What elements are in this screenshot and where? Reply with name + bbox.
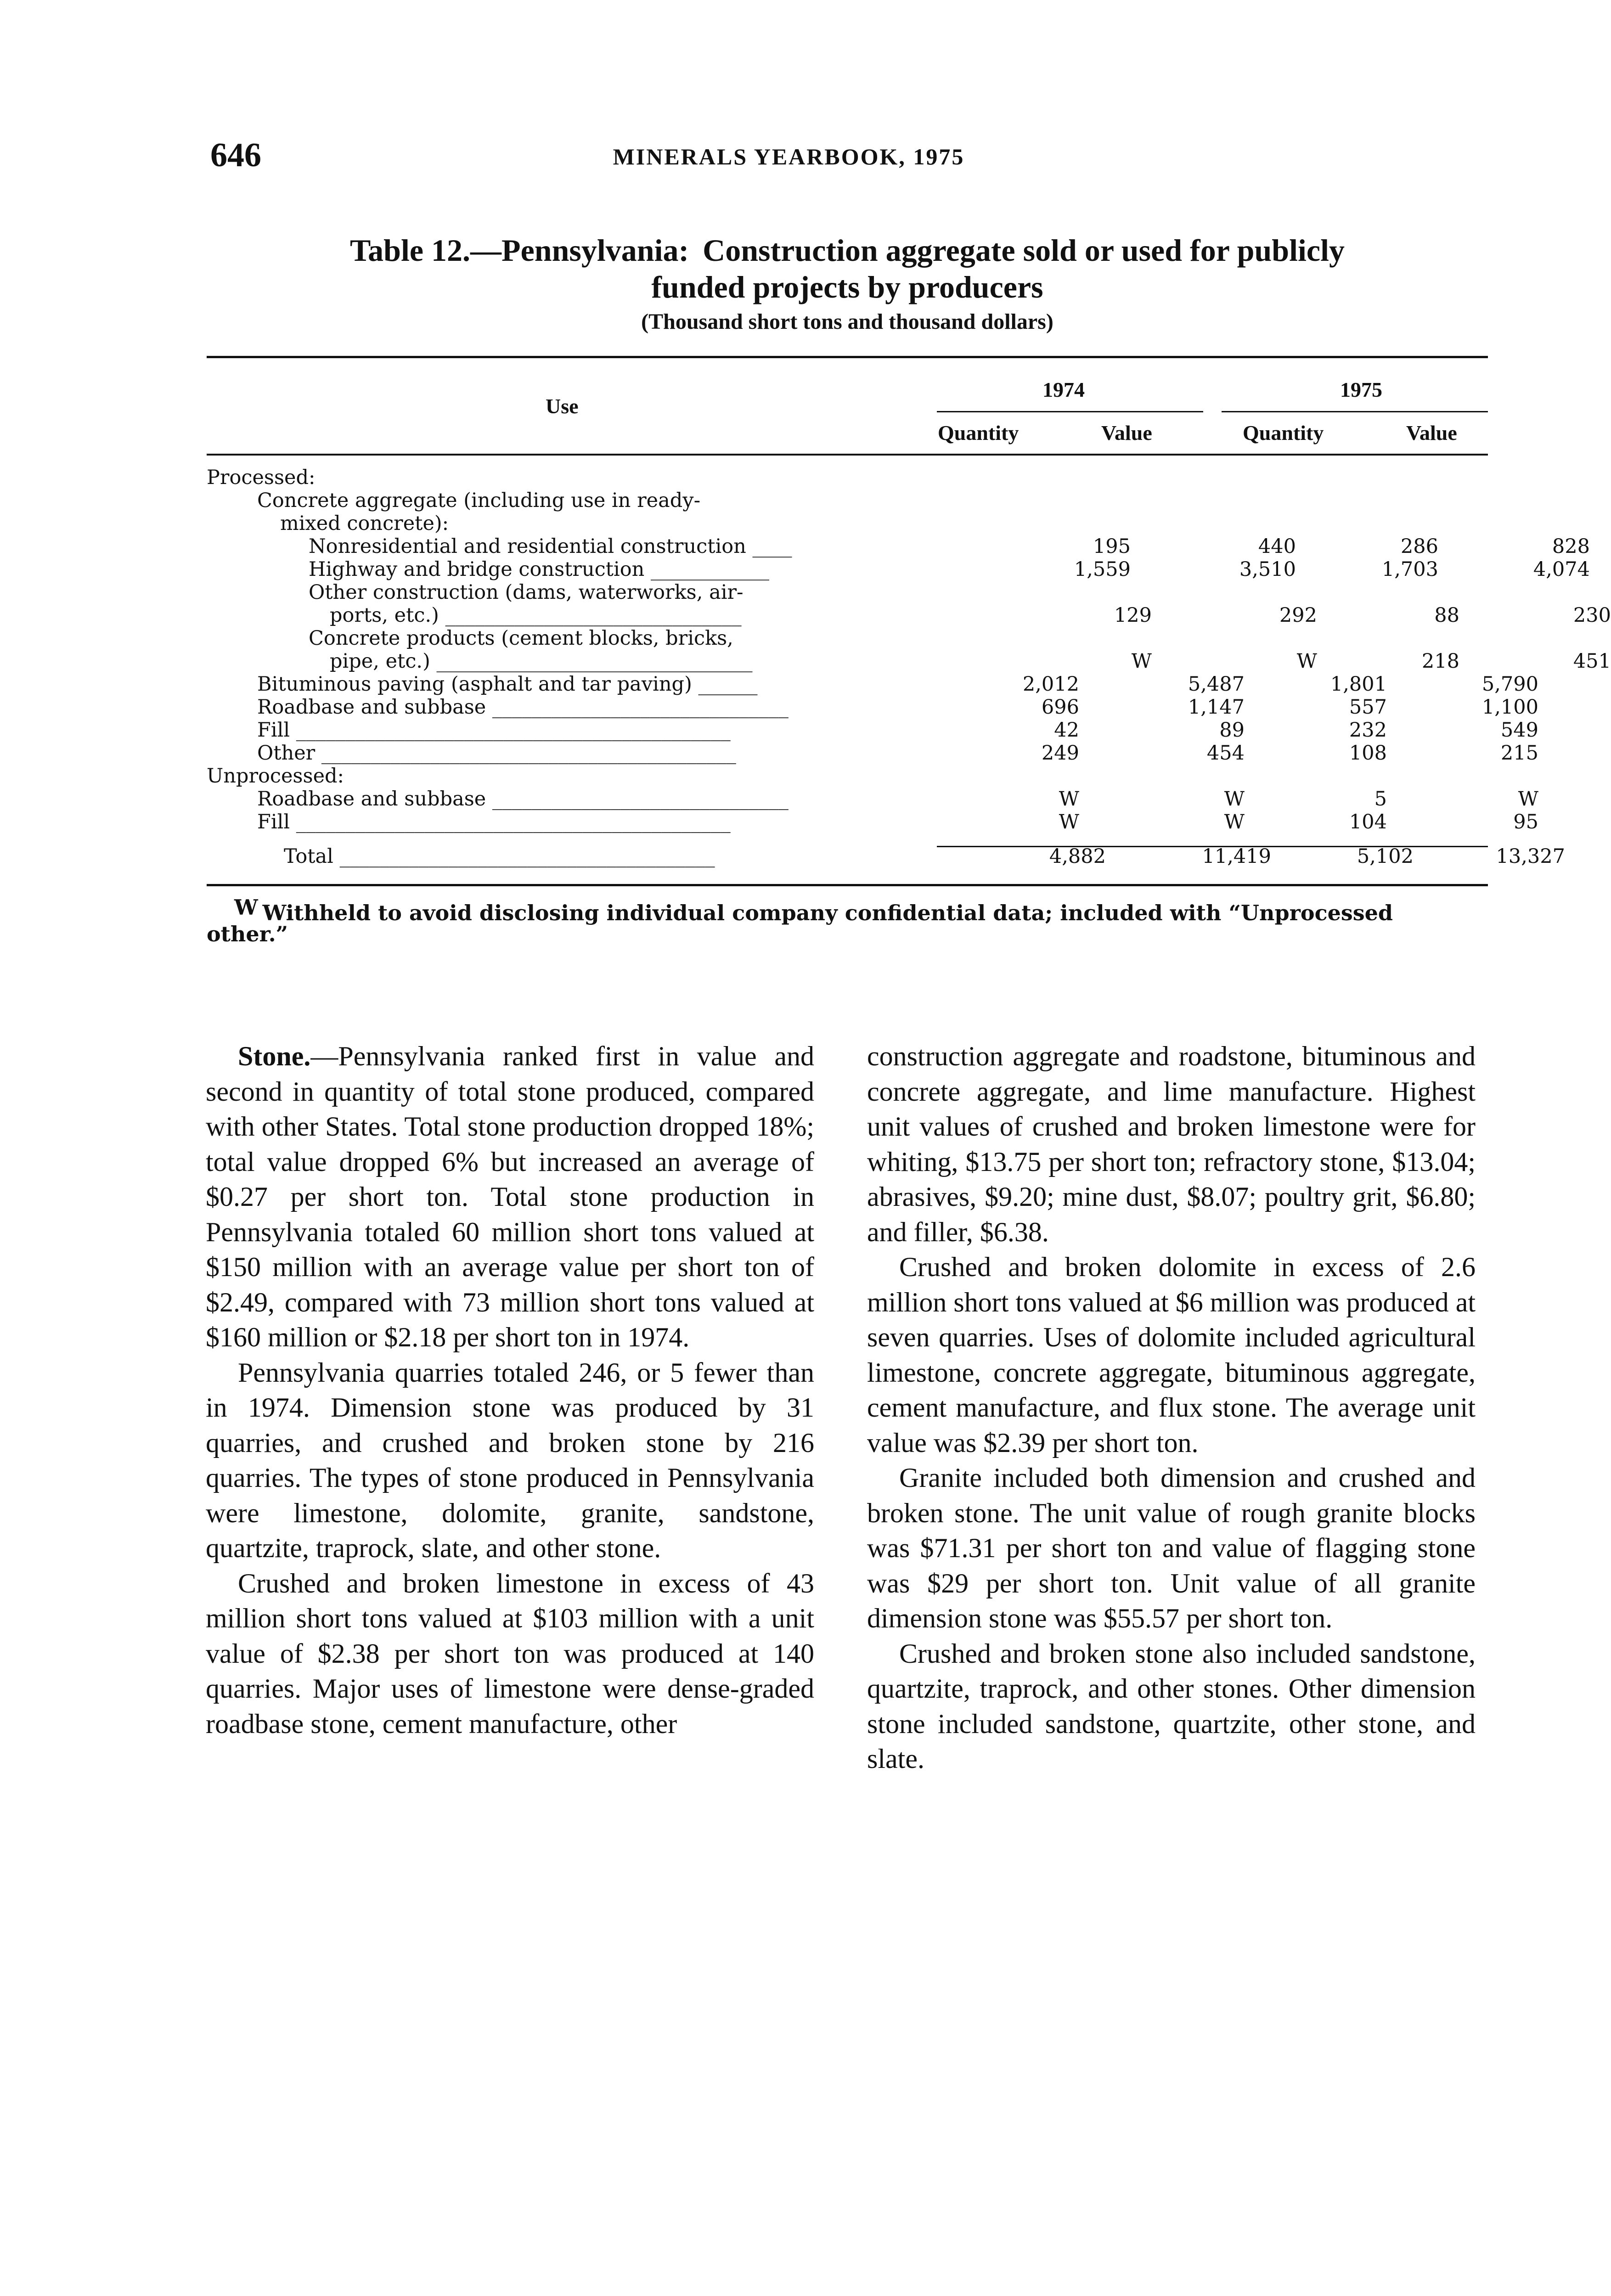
table-bottom-rule — [207, 884, 1488, 886]
cell-quantity-1974: 696 — [1041, 696, 1079, 719]
cell-quantity-1975: 104 — [1349, 810, 1387, 833]
table-row — [207, 765, 1488, 788]
row-label: Roadbase and subbase — [257, 696, 486, 719]
table-row — [207, 466, 1488, 489]
cell-value-1974: W — [1296, 650, 1317, 673]
cell-quantity-1975: 1,703 — [1381, 558, 1438, 581]
table-row: Other __________________________________________ 249 454 108 215 — [257, 742, 1538, 765]
table-row — [207, 489, 1488, 512]
table-title-line1: Construction aggregate sold or used for publicly — [703, 233, 1345, 268]
cell-value-1974: W — [1224, 810, 1245, 833]
paragraph: Crushed and broken stone also included sandstone, quartzite, traprock, and other stones. Other dimension stone included sandstone, quartzite, other stone, and slate. — [867, 1638, 1476, 1774]
section-heading-stone: Stone. — [238, 1041, 311, 1071]
cell-value-1975: 230 — [1573, 604, 1611, 627]
cell-value-1974: 292 — [1279, 604, 1317, 627]
table-title-label: Table 12.—Pennsylvania: — [350, 233, 689, 268]
running-head: MINERALS YEARBOOK, 1975 — [613, 144, 965, 169]
table-body — [207, 466, 1611, 868]
cell-value-1975: 828 — [1552, 535, 1590, 558]
cell-quantity-1975: 557 — [1349, 696, 1387, 719]
row-label: pipe, etc.) — [330, 650, 430, 673]
row-label: Highway and bridge construction — [309, 558, 645, 581]
table-title — [207, 232, 1488, 305]
cell-value-1974: W — [1224, 788, 1245, 810]
table-row: Roadbase and subbase ______________________________ W W 5 W — [257, 788, 1538, 810]
cell-value-1975: 549 — [1500, 719, 1538, 742]
paragraph: construction aggregate and roadstone, bituminous and concrete aggregate, and lime manufacture. Highest unit values of crushed and broken limestone were for whiting, $13.75 per short ton; refractory stone, $13.04; abrasives, $9.20; mine dust, $8.07; poultry grit, $6.80; and filler, $6.38. — [867, 1041, 1476, 1247]
text-column-right — [867, 1039, 1476, 1777]
year-1975-rule — [1222, 411, 1488, 412]
table-subtitle: (Thousand short tons and thousand dollars) — [641, 310, 1053, 334]
footnote-symbol: W — [234, 895, 258, 920]
header-value-1974: Value — [1101, 421, 1152, 445]
cell-value-1975: W — [1518, 788, 1538, 810]
header-quantity-1975: Quantity — [1243, 421, 1324, 445]
page-number: 646 — [210, 136, 261, 174]
cell-value-1974: 440 — [1258, 535, 1296, 558]
table-top-rule — [207, 356, 1488, 358]
row-label: mixed concrete): — [280, 512, 449, 535]
text-column-left — [206, 1039, 814, 1741]
row-label: Concrete aggregate (including use in ready- — [257, 489, 701, 512]
row-label: Other construction (dams, waterworks, air- — [309, 581, 744, 604]
header-year-1975: 1975 — [1340, 378, 1382, 401]
row-label: Unprocessed: — [207, 765, 344, 788]
cell-quantity-1975: 5 — [1374, 788, 1387, 810]
row-label: Total — [284, 845, 333, 868]
cell-value-1974: 454 — [1206, 742, 1245, 765]
row-label: Nonresidential and residential construction — [309, 535, 746, 558]
cell-quantity-1975: 5,102 — [1357, 845, 1414, 868]
table-row — [207, 581, 1488, 604]
cell-value-1975: 95 — [1513, 810, 1538, 833]
table-row: Fill ____________________________________________ 42 89 232 549 — [257, 719, 1538, 742]
header-value-1975: Value — [1406, 421, 1457, 445]
cell-quantity-1974: 129 — [1114, 604, 1152, 627]
cell-value-1975: 215 — [1500, 742, 1538, 765]
header-quantity-1974: Quantity — [938, 421, 1019, 445]
table-row-total: Total ______________________________________ 4,882 11,419 5,102 13,327 — [284, 845, 1565, 868]
table-row: Roadbase and subbase ______________________________ 696 1,147 557 1,100 — [257, 696, 1538, 719]
paragraph: Crushed and broken dolomite in excess of 2.6 million short tons valued at $6 million was produced at seven quarries. Uses of dolomite included agricultural limestone, concrete aggregate, bituminous aggregate, cement manufacture, and flux stone. The average unit value was $2.39 per short ton. — [867, 1252, 1476, 1458]
cell-quantity-1974: W — [1059, 788, 1079, 810]
paragraph: Crushed and broken limestone in excess of 43 million short tons valued at $103 million with a unit value of $2.38 per short ton was produced at 140 quarries. Major uses of limestone were dense-graded roadbase stone, cement manufacture, other — [206, 1568, 814, 1739]
cell-quantity-1975: 88 — [1434, 604, 1459, 627]
header-bottom-rule — [207, 454, 1488, 456]
table-row: Nonresidential and residential construction ____ 195 440 286 828 — [309, 535, 1590, 558]
footnote-line1: Withheld to avoid disclosing individual company confidential data; included with “Unprocessed — [262, 900, 1393, 925]
row-label: Roadbase and subbase — [257, 788, 486, 810]
cell-quantity-1975: 1,801 — [1330, 673, 1387, 696]
table-row: Bituminous paving (asphalt and tar paving) ______ 2,012 5,487 1,801 5,790 — [257, 673, 1538, 696]
header-year-1974: 1974 — [1042, 378, 1085, 401]
row-label: Bituminous paving (asphalt and tar paving) — [257, 673, 692, 696]
cell-quantity-1975: 232 — [1349, 719, 1387, 742]
row-label: Fill — [257, 719, 290, 742]
row-label: Concrete products (cement blocks, bricks, — [309, 627, 733, 650]
cell-quantity-1974: 1,559 — [1074, 558, 1131, 581]
cell-value-1974: 89 — [1219, 719, 1245, 742]
table-row: pipe, etc.) ________________________________ W W 218 451 — [330, 650, 1611, 673]
paragraph: Granite included both dimension and crushed and broken stone. The unit value of rough granite blocks was $71.31 per short ton and value of flagging stone was $29 per short ton. Unit value of all granite dimension stone was $55.57 per short ton. — [867, 1463, 1476, 1633]
table-row: Highway and bridge construction ____________ 1,559 3,510 1,703 4,074 — [309, 558, 1590, 581]
row-label: Other — [257, 742, 315, 765]
paragraph — [206, 1039, 814, 1355]
table-title-line2: funded projects by producers — [651, 270, 1043, 304]
cell-quantity-1974: 249 — [1041, 742, 1079, 765]
cell-quantity-1974: 4,882 — [1049, 845, 1106, 868]
cell-value-1974: 5,487 — [1188, 673, 1245, 696]
cell-value-1974: 1,147 — [1188, 696, 1245, 719]
table-row: Fill ____________________________________________ W W 104 95 — [257, 810, 1538, 833]
paragraph: Pennsylvania quarries totaled 246, or 5 fewer than in 1974. Dimension stone was produced by 31 quarries, and crushed and broken stone by 216 quarries. The types of stone produced in Pennsylvania were limestone, dolomite, granite, sandstone, quartzite, traprock, slate, and other stone. — [206, 1357, 814, 1563]
cell-quantity-1974: 2,012 — [1022, 673, 1079, 696]
row-label: Fill — [257, 810, 290, 833]
year-1974-rule — [937, 411, 1203, 412]
cell-value-1975: 451 — [1573, 650, 1611, 673]
cell-quantity-1974: 195 — [1093, 535, 1131, 558]
cell-quantity-1975: 286 — [1400, 535, 1438, 558]
table-row: ports, etc.) ______________________________ 129 292 88 230 — [330, 604, 1611, 627]
cell-value-1975: 5,790 — [1481, 673, 1538, 696]
header-use: Use — [546, 394, 579, 418]
paragraph-text: —Pennsylvania ranked first in value and second in quantity of total stone produced, compared with other States. Total stone production dropped 18%; total value dropped 6% but increased an average of $0.27 per short ton. Total stone production in Pennsylvania totaled 60 million short tons valued at $150 million with an average value per short ton of $2.49, compared with 73 million short tons valued at $160 million or $2.18 per short ton in 1974. — [206, 1041, 814, 1352]
cell-quantity-1974: W — [1131, 650, 1152, 673]
row-label: Processed: — [207, 466, 315, 489]
cell-value-1975: 13,327 — [1496, 845, 1565, 868]
table-row — [207, 627, 1488, 650]
table-footnote — [207, 895, 1488, 946]
cell-quantity-1975: 108 — [1349, 742, 1387, 765]
cell-quantity-1975: 218 — [1421, 650, 1459, 673]
cell-quantity-1974: W — [1059, 810, 1079, 833]
cell-value-1975: 1,100 — [1481, 696, 1538, 719]
cell-value-1974: 11,419 — [1202, 845, 1271, 868]
row-label: ports, etc.) — [330, 604, 439, 627]
footnote-line2: other.” — [207, 922, 288, 946]
cell-quantity-1974: 42 — [1054, 719, 1079, 742]
table-row — [207, 512, 1488, 535]
cell-value-1975: 4,074 — [1533, 558, 1590, 581]
cell-value-1974: 3,510 — [1239, 558, 1296, 581]
